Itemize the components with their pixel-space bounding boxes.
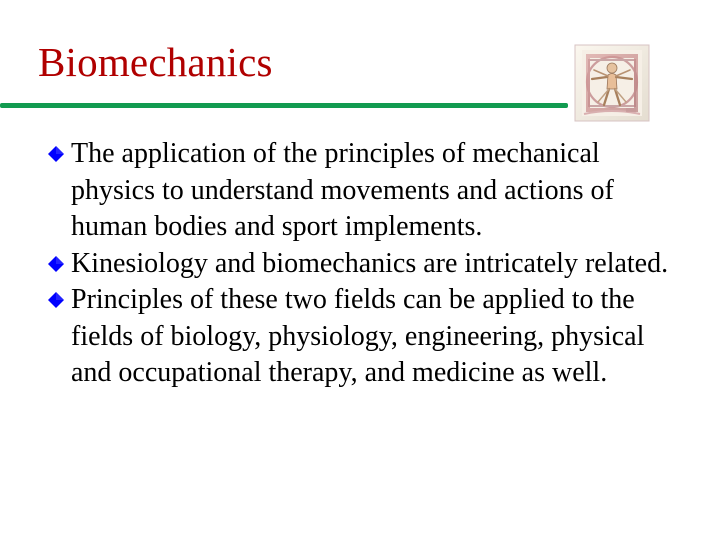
diamond-bullet-icon bbox=[47, 291, 65, 309]
bullet-list bbox=[44, 136, 689, 392]
vitruvian-man-icon bbox=[574, 44, 650, 122]
bullet-text: The application of the principles of mechanical physics to understand movements and actions of human bodies and sport implements. bbox=[71, 138, 614, 242]
title-underline bbox=[0, 103, 568, 108]
bullet-item bbox=[44, 136, 689, 246]
bullet-text: Principles of these two fields can be applied to the fields of biology, physiology, engineering, physical and occupational therapy, and medicine as well. bbox=[71, 284, 645, 388]
diamond-bullet-icon bbox=[47, 255, 65, 273]
bullet-item bbox=[44, 282, 689, 392]
slide-title: Biomechanics bbox=[38, 39, 273, 85]
diamond-bullet-icon bbox=[47, 145, 65, 163]
bullet-item bbox=[44, 246, 689, 283]
bullet-text: Kinesiology and biomechanics are intricately related. bbox=[71, 247, 669, 279]
